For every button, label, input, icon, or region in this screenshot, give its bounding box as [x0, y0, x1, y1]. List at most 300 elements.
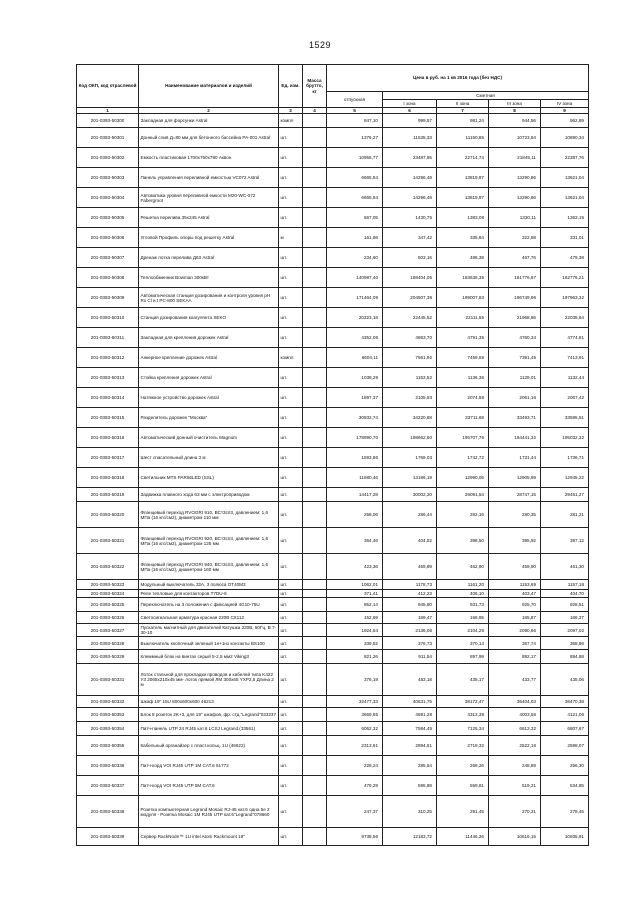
cell-price-zone-4: 435,06 [541, 664, 589, 696]
cell-price-zone-4: 22035,64 [541, 308, 589, 328]
cell-price-zone-4: 1363,15 [541, 208, 589, 228]
cell-mass [303, 268, 327, 288]
cell-mass [303, 388, 327, 408]
cell-price-zone-3: 10723,94 [489, 128, 541, 148]
cell-price-zone-1: 2105,93 [383, 388, 437, 408]
cell-unit: шт. [279, 708, 303, 722]
cell-price-zone-2: 22111,55 [437, 308, 489, 328]
cell-price-zone-4: 166,37 [541, 612, 589, 624]
cell-name: Закладная для крепления дорожек Astral [139, 328, 279, 348]
cell-price-zone-1: 14296,48 [383, 168, 437, 188]
cell-mass [303, 736, 327, 756]
cell-price-zone-1: 7584,45 [383, 722, 437, 736]
table-row [77, 128, 589, 148]
cell-name: Разделитель дорожек "Москва" [139, 408, 279, 428]
cell-name: Патч-корд VOI RJ45 UTP 1M CAT.6 51772 [139, 756, 279, 776]
cell-price-zone-2: 199007,83 [437, 288, 489, 308]
cell-price-zone-1: 23487,95 [383, 148, 437, 168]
cell-price-zone-1: 483,18 [383, 664, 437, 696]
cell-price-zone-4: 278,45 [541, 796, 589, 828]
cell-unit: м [279, 228, 303, 248]
cell-unit: шт. [279, 624, 303, 637]
cell-price-zone-4: 2067,42 [541, 388, 589, 408]
cell-price-zone-4: 7413,91 [541, 348, 589, 368]
cell-mass [303, 637, 327, 650]
cell-price-shipping: 4352,08 [327, 328, 383, 348]
cell-price-zone-4: 197963,32 [541, 288, 589, 308]
cell-price-zone-2: 29091,54 [437, 488, 489, 502]
cell-price-zone-4: 461,30 [541, 554, 589, 580]
cell-code: 201-0393-50328 [77, 637, 139, 650]
cell-name: Модульный выключатель 32А, 3 полюса ОТ40М3 [139, 580, 279, 590]
col-number: 8 [489, 108, 541, 114]
cell-price-zone-4: 6807,67 [541, 722, 589, 736]
cell-name: Светильник MTS PAR56LED (SSL) [139, 468, 279, 488]
cell-code: 201-0393-50313 [77, 368, 139, 388]
cell-mass [303, 650, 327, 664]
cell-mass [303, 598, 327, 612]
cell-price-zone-2: 11446,26 [437, 828, 489, 846]
cell-mass [303, 228, 327, 248]
cell-code: 201-0393-50300 [77, 114, 139, 128]
cell-unit: шт. [279, 736, 303, 756]
cell-name: Шест спасательный длина 3 м [139, 448, 279, 468]
cell-price-shipping: 9738,56 [327, 828, 383, 846]
cell-name: Реле тепловые для контакторов T7DU-6 [139, 590, 279, 598]
col-number: 4 [303, 108, 327, 114]
cell-price-shipping: 247,37 [327, 796, 383, 828]
cell-price-shipping: 171464,09 [327, 288, 383, 308]
cell-price-zone-4: 534,85 [541, 776, 589, 796]
table-row [77, 168, 589, 188]
cell-name: Донный слив Д=80 мм для бетонного бассейна PA-001 Astral [139, 128, 279, 148]
cell-price-zone-4: 397,12 [541, 528, 589, 554]
cell-price-zone-2: 195707,76 [437, 428, 489, 448]
cell-price-zone-1: 198662,60 [383, 428, 437, 448]
cell-name: Переключатель на 3 положения с фиксацией 4G10-75U [139, 598, 279, 612]
table-row [77, 502, 589, 528]
cell-name: Пускатель магнитный для двигателей Катушка 220В, 50Гц, B 7-30-10 [139, 624, 279, 637]
cell-unit: шт. [279, 148, 303, 168]
cell-price-zone-1: 595,88 [383, 776, 437, 796]
cell-price-zone-1: 911,54 [383, 650, 437, 664]
cell-name: Натяжное устройство дорожек Astral [139, 388, 279, 408]
col-number: 3 [279, 108, 303, 114]
cell-price-shipping: 821,26 [327, 650, 383, 664]
cell-price-zone-3: 28747,15 [489, 488, 541, 502]
cell-price-zone-1: 168404,05 [383, 268, 437, 288]
cell-unit: шт. [279, 488, 303, 502]
table-row [77, 776, 589, 796]
cell-price-zone-2: 33711,69 [437, 408, 489, 428]
cell-price-zone-4: 162776,21 [541, 268, 589, 288]
col-number: 5 [327, 108, 383, 114]
cell-mass [303, 612, 327, 624]
cell-mass [303, 408, 327, 428]
cell-price-shipping: 667,05 [327, 208, 383, 228]
cell-price-zone-3: 1731,44 [489, 448, 541, 468]
cell-price-zone-3: 395,92 [489, 528, 541, 554]
cell-price-shipping: 161,98 [327, 228, 383, 248]
cell-price-shipping: 6062,32 [327, 722, 383, 736]
cell-price-zone-3: 12905,99 [489, 468, 541, 488]
cell-price-zone-3: 2090,66 [489, 624, 541, 637]
cell-unit: шт. [279, 637, 303, 650]
cell-price-zone-3: 35404,03 [489, 696, 541, 708]
price-table [76, 64, 589, 846]
table-row [77, 488, 589, 502]
cell-price-zone-4: 10890,34 [541, 128, 589, 148]
cell-code: 201-0393-50308 [77, 268, 139, 288]
cell-name: Выключатель кнопочный зеленый 1н+1нз контакты BS100 [139, 637, 279, 650]
cell-price-zone-2: 486,39 [437, 248, 489, 268]
cell-price-zone-4: 38470,38 [541, 696, 589, 708]
cell-price-zone-4: 1736,71 [541, 448, 589, 468]
cell-unit: шт. [279, 502, 303, 528]
table-body [77, 114, 589, 846]
cell-price-zone-3: 21968,86 [489, 308, 541, 328]
cell-price-zone-2: 11150,85 [437, 128, 489, 148]
table-row [77, 114, 589, 128]
col-number: 2 [139, 108, 279, 114]
cell-price-zone-3: 161776,87 [489, 268, 541, 288]
cell-name: Клеммный блок на винтах серый 5-2,5 мм2 Viking3 [139, 650, 279, 664]
cell-price-zone-2: 1383,08 [437, 208, 489, 228]
table-row [77, 554, 589, 580]
cell-price-zone-4: 256,30 [541, 756, 589, 776]
cell-price-zone-4: 962,89 [541, 114, 589, 128]
cell-price-zone-3: 33493,71 [489, 408, 541, 428]
cell-code: 201-0393-50301 [77, 128, 139, 148]
cell-code: 201-0393-50321 [77, 528, 139, 554]
cell-price-zone-1: 1430,75 [383, 208, 437, 228]
cell-code: 201-0393-50355 [77, 736, 139, 756]
cell-name: Автоматическая станция дозирования и контроля уровня pH Rx Cl и t PC-800 SEKAA [139, 288, 279, 308]
table-row [77, 756, 589, 776]
cell-price-zone-4: 331,01 [541, 228, 589, 248]
cell-code: 201-0393-50322 [77, 554, 139, 580]
table-row [77, 408, 589, 428]
cell-price-shipping: 423,36 [327, 554, 383, 580]
table-row [77, 348, 589, 368]
cell-code: 201-0393-50310 [77, 308, 139, 328]
cell-price-zone-3: 1129,01 [489, 368, 541, 388]
cell-unit: шт. [279, 248, 303, 268]
cell-unit: шт. [279, 612, 303, 624]
cell-price-zone-1: 2136,05 [383, 624, 437, 637]
cell-price-zone-3: 13290,86 [489, 188, 541, 208]
cell-name: Панель управления переливной емкостью VC072 Astral [139, 168, 279, 188]
table-row [77, 696, 589, 708]
table-row [77, 468, 589, 488]
cell-mass [303, 448, 327, 468]
cell-price-zone-4: 12945,22 [541, 468, 589, 488]
cell-name: Фланцевый переход RVOGRI 910, BCт3сп3, давлением: 1,6 МПа (16 кгс/см2), диаметром 110 мм [139, 502, 279, 528]
cell-price-zone-4: 13621,04 [541, 168, 589, 188]
cell-price-zone-1: 204507,38 [383, 288, 437, 308]
cell-price-zone-2: 4791,35 [437, 328, 489, 348]
cell-name: Патч-корд VOI RJ45 UTP 5M CAT.6 [139, 776, 279, 796]
cell-name: Светосигнальная арматура красная 220В СХ112 [139, 612, 279, 624]
cell-price-zone-2: 38172,47 [437, 696, 489, 708]
cell-name: Патч-панель UTP 24 RJ45 кат.6 LCSJ Legrand (33561) [139, 722, 279, 736]
cell-unit: шт. [279, 368, 303, 388]
cell-price-zone-1: 286,44 [383, 502, 437, 528]
cell-code: 201-0393-50306 [77, 228, 139, 248]
cell-price-zone-3: 4003,56 [489, 708, 541, 722]
cell-price-zone-3: 4760,34 [489, 328, 541, 348]
cell-mass [303, 428, 327, 448]
cell-price-zone-2: 335,84 [437, 228, 489, 248]
cell-unit: шт. [279, 598, 303, 612]
table-row [77, 708, 589, 722]
cell-name: Фланцевый переход RVOGRI 920, BCт3сп3, давлением: 1,6 МПа (16 кгс/см2), диаметром 125 мм [139, 528, 279, 554]
cell-price-zone-2: 981,24 [437, 114, 489, 128]
cell-price-zone-2: 398,50 [437, 528, 489, 554]
cell-price-zone-4: 894,88 [541, 650, 589, 664]
cell-price-zone-1: 4863,70 [383, 328, 437, 348]
cell-code: 201-0393-50312 [77, 348, 139, 368]
cell-price-zone-2: 13819,97 [437, 168, 489, 188]
cell-price-shipping: 2313,61 [327, 736, 383, 756]
cell-mass [303, 248, 327, 268]
cell-price-zone-4: 1132,44 [541, 368, 589, 388]
cell-price-zone-2: 2074,58 [437, 388, 489, 408]
col-number: 7 [437, 108, 489, 114]
cell-price-zone-3: 1330,11 [489, 208, 541, 228]
table-row [77, 248, 589, 268]
cell-price-zone-1: 1178,73 [383, 580, 437, 590]
cell-mass [303, 308, 327, 328]
table-row [77, 828, 589, 846]
header-name: Наименование материалов и изделий [139, 65, 279, 108]
cell-unit: шт. [279, 128, 303, 148]
cell-unit: шт. [279, 828, 303, 846]
cell-price-zone-4: 2598,07 [541, 736, 589, 756]
cell-price-zone-2: 435,17 [437, 664, 489, 696]
cell-price-zone-1: 169,47 [383, 612, 437, 624]
cell-name: Станция дозирования коагулянта SEKO [139, 308, 279, 328]
cell-code: 201-0393-50318 [77, 468, 139, 488]
cell-price-zone-1: 503,16 [383, 248, 437, 268]
header-shipping: отпускная [327, 92, 383, 108]
cell-price-zone-2: 12990,05 [437, 468, 489, 488]
cell-mass [303, 796, 327, 828]
table-row [77, 188, 589, 208]
cell-price-shipping: 852,14 [327, 598, 383, 612]
cell-price-zone-2: 1136,36 [437, 368, 489, 388]
table-row [77, 580, 589, 590]
table-row [77, 612, 589, 624]
cell-mass [303, 114, 327, 128]
cell-price-zone-4: 29461,27 [541, 488, 589, 502]
cell-price-zone-2: 897,99 [437, 650, 489, 664]
cell-mass [303, 696, 327, 708]
cell-price-zone-3: 21845,11 [489, 148, 541, 168]
cell-price-shipping: 228,24 [327, 756, 383, 776]
cell-price-zone-1: 7561,92 [383, 348, 437, 368]
cell-mass [303, 722, 327, 736]
cell-price-zone-3: 2061,16 [489, 388, 541, 408]
cell-price-shipping: 847,10 [327, 114, 383, 128]
cell-price-zone-2: 4313,39 [437, 708, 489, 722]
cell-name: Емкость пластиковая 1700х750х780 Аквон [139, 148, 279, 168]
cell-price-shipping: 234,60 [327, 248, 383, 268]
cell-price-zone-4: 928,51 [541, 598, 589, 612]
header-unit: Ед. изм. [279, 65, 303, 108]
table-row [77, 288, 589, 308]
header-price-group: Цена в руб. на 1 кв 2016 года (без НДС) [327, 65, 589, 92]
cell-unit: шт. [279, 328, 303, 348]
cell-name: Шкаф 19" 15U 800x600x600 46213 [139, 696, 279, 708]
cell-name: Дренаж лотка перелива Д63 Astral [139, 248, 279, 268]
cell-price-zone-1: 11535,33 [383, 128, 437, 148]
cell-price-zone-2: 282,16 [437, 502, 489, 528]
cell-price-zone-2: 559,81 [437, 776, 489, 796]
cell-price-zone-3: 467,76 [489, 248, 541, 268]
cell-price-shipping: 1593,86 [327, 448, 383, 468]
cell-price-shipping: 1376,27 [327, 128, 383, 148]
cell-name: Задвижка плавного хода 63 мм с электроприводом [139, 488, 279, 502]
cell-name: Кабельный органайзер с пласт.кольц. 1U (46622) [139, 736, 279, 756]
cell-price-shipping: 14417,28 [327, 488, 383, 502]
cell-code: 201-0393-50337 [77, 776, 139, 796]
cell-unit: шт. [279, 448, 303, 468]
cell-price-zone-1: 412,23 [383, 590, 437, 598]
cell-price-zone-1: 4591,28 [383, 708, 437, 722]
cell-price-zone-4: 479,38 [541, 248, 589, 268]
cell-price-zone-3: 367,74 [489, 637, 541, 650]
cell-price-zone-3: 165,87 [489, 612, 541, 624]
cell-price-zone-1: 40631,75 [383, 696, 437, 708]
cell-mass [303, 580, 327, 590]
cell-unit: шт. [279, 468, 303, 488]
cell-price-zone-4: 2097,02 [541, 624, 589, 637]
cell-price-zone-1: 310,25 [383, 796, 437, 828]
cell-unit: шт. [279, 188, 303, 208]
cell-price-zone-2: 931,73 [437, 598, 489, 612]
page-number: 1529 [308, 40, 332, 50]
table-row [77, 208, 589, 228]
header-zone-2: II зона [437, 100, 489, 108]
cell-price-shipping: 476,29 [327, 776, 383, 796]
cell-price-zone-4: 195032,32 [541, 428, 589, 448]
cell-name: Решетка переливa 35x245 Astral [139, 208, 279, 228]
cell-code: 201-0393-50316 [77, 428, 139, 448]
cell-mass [303, 528, 327, 554]
cell-price-shipping: 1062,01 [327, 580, 383, 590]
cell-code: 201-0393-50326 [77, 612, 139, 624]
cell-unit: шт. [279, 664, 303, 696]
cell-price-zone-3: 403,47 [489, 590, 541, 598]
cell-price-shipping: 258,06 [327, 502, 383, 528]
table-row [77, 228, 589, 248]
cell-name: Автоматический донный очиститель Magnum [139, 428, 279, 448]
cell-mass [303, 288, 327, 308]
cell-mass [303, 828, 327, 846]
cell-price-shipping: 6665,84 [327, 168, 383, 188]
cell-unit: шт. [279, 776, 303, 796]
cell-price-zone-1: 2894,51 [383, 736, 437, 756]
cell-mass [303, 208, 327, 228]
table-row [77, 448, 589, 468]
cell-code: 201-0393-50319 [77, 488, 139, 502]
cell-price-shipping: 20223,18 [327, 308, 383, 328]
cell-price-zone-2: 166,95 [437, 612, 489, 624]
cell-unit: шт. [279, 208, 303, 228]
cell-unit: шт. [279, 590, 303, 598]
cell-name: Угловой Профиль опоры под решетку Astral [139, 228, 279, 248]
cell-price-zone-2: 406,10 [437, 590, 489, 598]
table-row [77, 624, 589, 637]
cell-name: Теплообменник Bowman 300кВт [139, 268, 279, 288]
cell-code: 201-0393-50315 [77, 408, 139, 428]
cell-name: Закладная для форсунки Astral [139, 114, 279, 128]
header-delivery: Сметная [383, 92, 589, 100]
cell-price-zone-1: 12183,72 [383, 828, 437, 846]
cell-code: 201-0393-50307 [77, 248, 139, 268]
cell-mass [303, 664, 327, 696]
cell-unit: шт. [279, 796, 303, 828]
cell-name: Стойка крепления дорожек Astral [139, 368, 279, 388]
cell-mass [303, 502, 327, 528]
cell-price-zone-2: 268,26 [437, 756, 489, 776]
cell-code: 201-0393-50314 [77, 388, 139, 408]
cell-mass [303, 708, 327, 722]
cell-code: 201-0393-50304 [77, 188, 139, 208]
cell-price-zone-3: 280,35 [489, 502, 541, 528]
cell-price-shipping: 1038,29 [327, 368, 383, 388]
cell-price-zone-3: 270,31 [489, 796, 541, 828]
table-row [77, 268, 589, 288]
cell-price-zone-4: 368,86 [541, 637, 589, 650]
cell-price-zone-1: 376,73 [383, 637, 437, 650]
cell-code: 201-0393-50303 [77, 168, 139, 188]
cell-unit: компл [279, 114, 303, 128]
cell-unit: шт. [279, 756, 303, 776]
table-row [77, 528, 589, 554]
cell-price-zone-2: 7459,59 [437, 348, 489, 368]
cell-unit: шт. [279, 168, 303, 188]
cell-mass [303, 756, 327, 776]
cell-unit: шт. [279, 554, 303, 580]
cell-unit: компл [279, 348, 303, 368]
table-row [77, 590, 589, 598]
cell-code: 201-0393-50309 [77, 288, 139, 308]
cell-price-shipping: 11680,46 [327, 468, 383, 488]
cell-price-shipping: 339,52 [327, 637, 383, 650]
cell-price-zone-3: 519,21 [489, 776, 541, 796]
cell-price-zone-4: 13621,04 [541, 188, 589, 208]
cell-price-zone-4: 1157,18 [541, 580, 589, 590]
cell-price-shipping: 30832,74 [327, 408, 383, 428]
table-row [77, 368, 589, 388]
cell-code: 201-0393-50336 [77, 756, 139, 776]
table-row [77, 664, 589, 696]
cell-code: 201-0393-50320 [77, 502, 139, 528]
cell-name: Автоматика уровня переливной емкости M20-WC-072 Fabergroot [139, 188, 279, 208]
cell-unit: шт. [279, 722, 303, 736]
cell-price-zone-1: 22445,52 [383, 308, 437, 328]
cell-price-shipping: 178990,70 [327, 428, 383, 448]
cell-price-zone-2: 13819,97 [437, 188, 489, 208]
cell-code: 201-0393-50339 [77, 828, 139, 846]
table-row [77, 637, 589, 650]
cell-price-zone-3: 925,70 [489, 598, 541, 612]
header-code: Код ОКП, код отраслевой [77, 65, 139, 108]
cell-price-zone-1: 999,57 [383, 114, 437, 128]
cell-code: 201-0393-50332 [77, 696, 139, 708]
